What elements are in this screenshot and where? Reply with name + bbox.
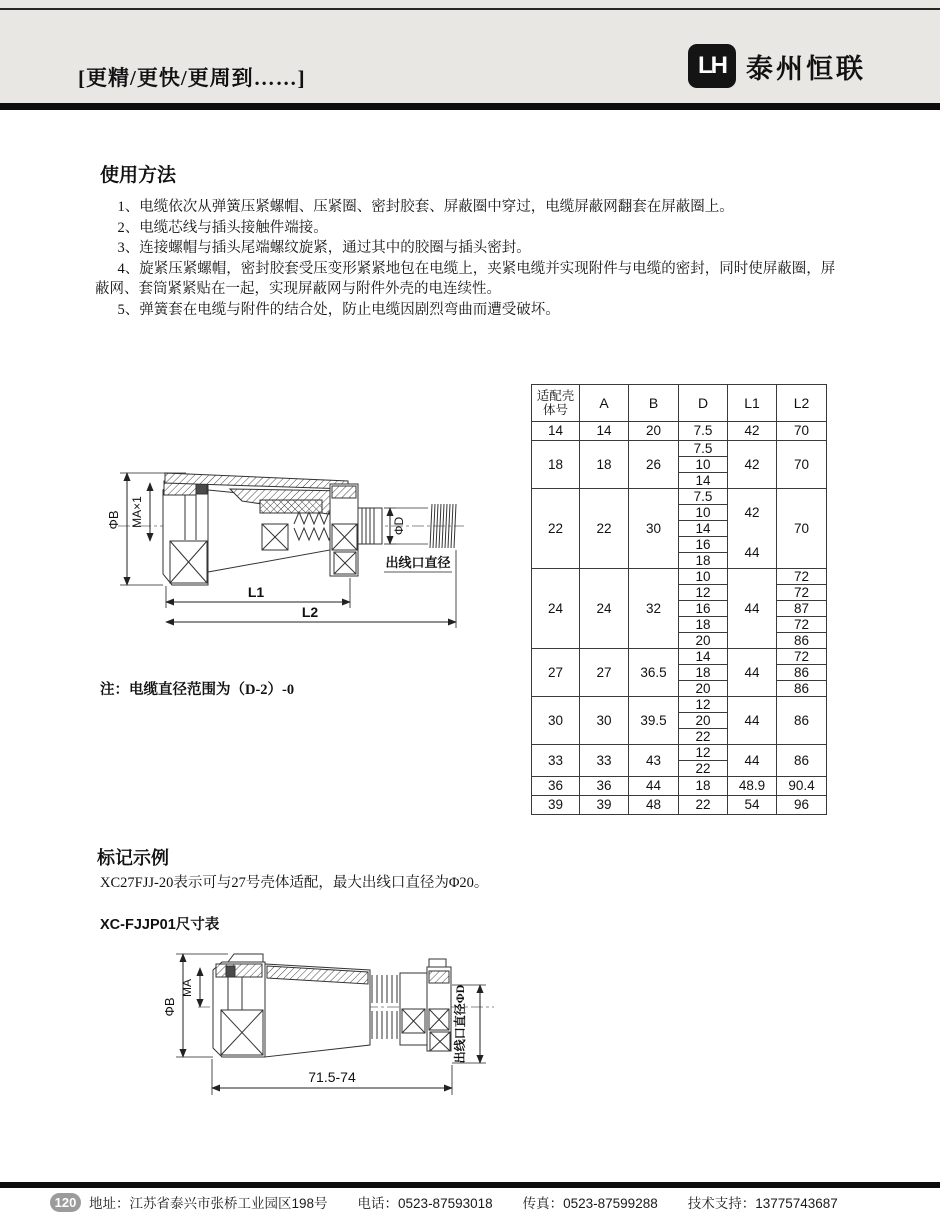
- table-cell: 72: [777, 585, 827, 601]
- table-cell: 22: [532, 489, 580, 569]
- table-cell: 33: [580, 745, 629, 777]
- table-cell: 14: [580, 422, 629, 441]
- outlet-diameter-label: 出线口直径: [385, 555, 451, 570]
- table-cell: 7.5: [679, 489, 728, 505]
- table-cell: 18: [679, 665, 728, 681]
- usage-instruction-list: [95, 197, 843, 320]
- footer-fax: 传真：0523-87599288: [522, 1196, 658, 1211]
- marking-example-text: XC27FJJ-20表示可与27号壳体适配，最大出线口直径为Φ20。: [100, 875, 489, 891]
- table-cell: 48.9: [728, 777, 777, 796]
- dim-label-thread: MA: [180, 979, 194, 997]
- table-cell: 86: [777, 697, 827, 745]
- table-cell: 27: [532, 649, 580, 697]
- table-cell: 32: [629, 569, 679, 649]
- table-cell: 30: [532, 697, 580, 745]
- table-cell: 70: [777, 489, 827, 569]
- header-divider-bar: [0, 103, 940, 110]
- table-cell: 7.5: [679, 422, 728, 441]
- table-cell: 72: [777, 617, 827, 633]
- table-cell: 20: [679, 713, 728, 729]
- footer-divider-bar: [0, 1182, 940, 1188]
- table-cell: 20: [679, 633, 728, 649]
- usage-item: 2、电缆芯线与插头接触件端接。: [117, 219, 328, 236]
- table-cell: 14: [532, 422, 580, 441]
- table-cell: 22: [679, 761, 728, 777]
- dim-label-l1: L1: [247, 584, 265, 600]
- table-cell: 22: [679, 796, 728, 815]
- table-row: [532, 649, 827, 665]
- table-cell: 36.5: [629, 649, 679, 697]
- table-cell: 14: [679, 473, 728, 489]
- adapter-spec-table: [531, 384, 827, 815]
- table-cell: 39: [580, 796, 629, 815]
- dim-label-l2: L2: [301, 604, 319, 620]
- table-cell: 10: [679, 457, 728, 473]
- table-row: [532, 777, 827, 796]
- usage-section-title: 使用方法: [100, 165, 177, 186]
- table-row: [532, 796, 827, 815]
- company-name: 泰州恒联: [746, 53, 866, 84]
- table-cell: 72: [777, 649, 827, 665]
- table-cell: 14: [679, 521, 728, 537]
- table-header-cell: B: [629, 385, 679, 422]
- table-cell: 12: [679, 585, 728, 601]
- table-cell: 70: [777, 422, 827, 441]
- table-cell: 20: [629, 422, 679, 441]
- size-table-title: XC-FJJP01尺寸表: [100, 917, 220, 933]
- table-cell: 43: [629, 745, 679, 777]
- dim-label-phi-b: ΦB: [162, 997, 177, 1017]
- table-header-row: [532, 385, 827, 422]
- table-row: [532, 745, 827, 761]
- table-cell: 18: [580, 441, 629, 489]
- drawing-geometry: [118, 473, 464, 628]
- table-cell: 72: [777, 569, 827, 585]
- marking-section-title: 标记示例: [97, 848, 169, 868]
- table-cell: 30: [580, 697, 629, 745]
- table-cell: 24: [580, 569, 629, 649]
- table-cell: 86: [777, 681, 827, 697]
- table-cell: 12: [679, 745, 728, 761]
- table-row: [532, 441, 827, 457]
- table-header-cell: L1: [728, 385, 777, 422]
- brand-block: [688, 44, 866, 88]
- table-cell: 39.5: [629, 697, 679, 745]
- table-cell: 90.4: [777, 777, 827, 796]
- table-cell: 48: [629, 796, 679, 815]
- footer-support: 技术支持：13775743687: [687, 1196, 838, 1211]
- table-cell: 14: [679, 649, 728, 665]
- table-cell: 70: [777, 441, 827, 489]
- cable-diameter-note: 注：电缆直径范围为（D-2）-0: [100, 682, 295, 698]
- table-cell: 96: [777, 796, 827, 815]
- table-cell: 36: [532, 777, 580, 796]
- connector-section-drawing-2: [150, 935, 510, 1110]
- table-header-cell: D: [679, 385, 728, 422]
- footer: [50, 1192, 868, 1212]
- table-cell: 33: [532, 745, 580, 777]
- table-cell: 22: [679, 729, 728, 745]
- table-cell: 44: [728, 537, 777, 569]
- table-cell: 44: [728, 745, 777, 777]
- table-cell: 42: [728, 489, 777, 537]
- usage-item: 4、旋紧压紧螺帽，密封胶套受压变形紧紧地包在电缆上，夹紧电缆并实现附件与电缆的密封，同时使屏蔽圈，屏蔽网、套筒紧紧贴在一起，实现屏蔽网与附件外壳的电连续性。: [95, 260, 836, 297]
- table-cell: 24: [532, 569, 580, 649]
- usage-item: 1、电缆依次从弹簧压紧螺帽、压紧圈、密封胶套、屏蔽圈中穿过，电缆屏蔽网翻套在屏蔽圈上。: [117, 199, 734, 215]
- page-header: [0, 0, 940, 103]
- table-header-cell: 适配壳体号: [532, 385, 580, 422]
- table-cell: 86: [777, 665, 827, 681]
- table-cell: 26: [629, 441, 679, 489]
- table-cell: 87: [777, 601, 827, 617]
- table-cell: 86: [777, 633, 827, 649]
- table-cell: 7.5: [679, 441, 728, 457]
- table-cell: 18: [679, 617, 728, 633]
- table-cell: 22: [580, 489, 629, 569]
- table-cell: 10: [679, 505, 728, 521]
- usage-item: 3、连接螺帽与插头尾端螺纹旋紧，通过其中的胶圈与插头密封。: [117, 240, 531, 256]
- table-row: [532, 697, 827, 713]
- dim-label-length: 71.5-74: [308, 1069, 356, 1085]
- table-cell: 12: [679, 697, 728, 713]
- table-cell: 16: [679, 601, 728, 617]
- table-cell: 18: [532, 441, 580, 489]
- header-slogan: [更精/更快/更周到……]: [78, 66, 306, 90]
- dim-label-phi-d: ΦD: [392, 516, 406, 536]
- table-cell: 44: [728, 697, 777, 745]
- connector-section-drawing-1: [90, 438, 510, 653]
- table-cell: 54: [728, 796, 777, 815]
- table-cell: 30: [629, 489, 679, 569]
- header-top-rule: [0, 8, 940, 10]
- table-cell: 18: [679, 777, 728, 796]
- table-header-cell: L2: [777, 385, 827, 422]
- table-cell: 42: [728, 422, 777, 441]
- table-cell: 10: [679, 569, 728, 585]
- page-number-badge: 120: [50, 1193, 81, 1212]
- dim-label-phi-b: ΦB: [106, 510, 121, 530]
- table-cell: 44: [629, 777, 679, 796]
- table-cell: 86: [777, 745, 827, 777]
- table-cell: 39: [532, 796, 580, 815]
- dim-label-thread: MA×1: [130, 496, 144, 528]
- table-cell: 36: [580, 777, 629, 796]
- table-cell: 44: [728, 649, 777, 697]
- table-cell: 42: [728, 441, 777, 489]
- company-logo-icon: LH: [688, 44, 736, 88]
- table-row: [532, 489, 827, 505]
- table-header-cell: A: [580, 385, 629, 422]
- table-cell: 16: [679, 537, 728, 553]
- table-cell: 44: [728, 569, 777, 649]
- table-row: [532, 569, 827, 585]
- table-cell: 27: [580, 649, 629, 697]
- table-cell: 20: [679, 681, 728, 697]
- table-cell: 18: [679, 553, 728, 569]
- footer-address: 地址：江苏省泰兴市张桥工业园区198号: [89, 1196, 328, 1211]
- outlet-diameter-label: 出线口直径ΦD: [453, 984, 467, 1064]
- footer-phone: 电话：0523-87593018: [357, 1196, 493, 1211]
- usage-item: 5、弹簧套在电缆与附件的结合处，防止电缆因剧烈弯曲而遭受破坏。: [117, 301, 560, 318]
- table-row: [532, 422, 827, 441]
